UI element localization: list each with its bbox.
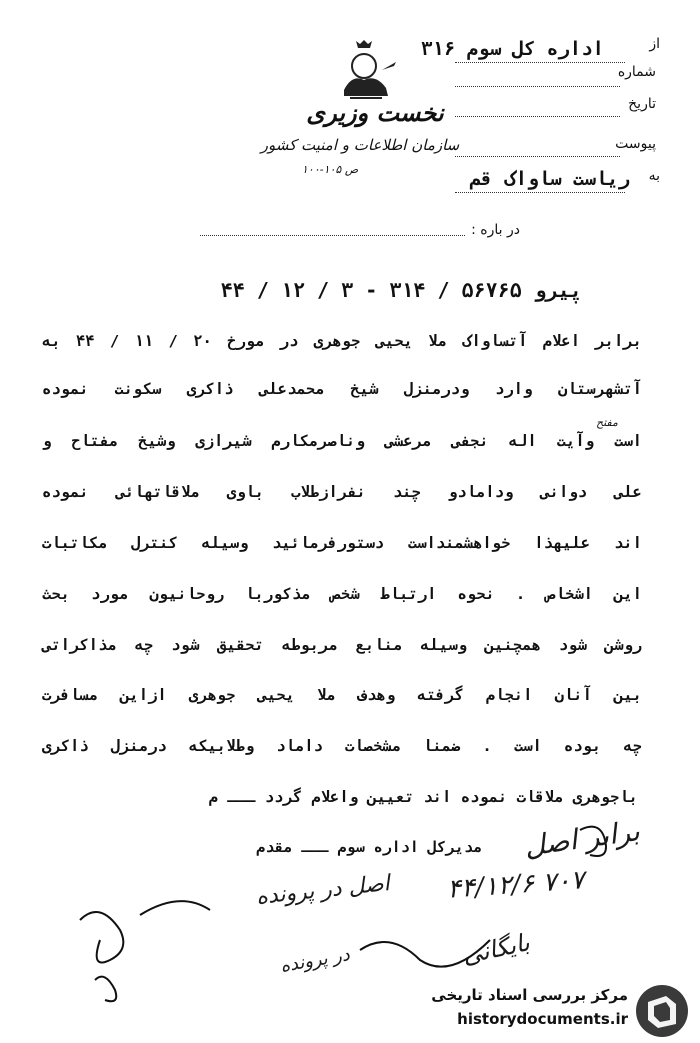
handwritten-note: ۴۴/۱۲/۶ ۷۰۷ (446, 865, 586, 905)
body-line: اند علیهذا خواهشمنداست دستورفرمائید وسیله کنترل مکاتبات (42, 534, 642, 552)
lion-and-sun-emblem-icon (330, 40, 402, 102)
organization-name: سازمان اطلاعات و امنیت کشور (260, 136, 460, 154)
form-code: ص ۱۰۵-۱۰۰ (301, 163, 359, 176)
attachment-dotted-line (455, 156, 620, 157)
body-line: بین آنان انجام گرفته وهدف ملا یحیی جوهری ازاین مسافرت (42, 686, 642, 704)
body-line: باجوهری ملاقات نموده اند تعیین واعلام گردد ـــ م (208, 788, 638, 806)
body-line: روشن شود همچنین وسیله منابع مربوطه تحقیق شود چه مذاکراتی (42, 636, 642, 654)
date-dotted-line (455, 116, 620, 117)
handwritten-note: برابر اصل (522, 814, 642, 863)
signature-title: مدیرکل اداره سوم ـــ مقدم (256, 838, 482, 856)
handwritten-note: اصل در پرونده (255, 871, 391, 910)
reference-number: پیرو ۵۶۷۶۵ / ۳۱۴ - ۳ / ۱۲ / ۴۴ (220, 278, 582, 302)
body-line: علی دوانی ودامادو چند نفرازطلاب باوی ملاقاتهائی نموده (42, 483, 642, 501)
archive-logo-icon (632, 982, 692, 1040)
from-label: از (649, 36, 660, 52)
subject-label: در باره : (471, 222, 520, 238)
ministry-name: نخست وزیری (306, 98, 444, 127)
subject-dotted-line (200, 235, 465, 236)
to-dotted-line (455, 192, 625, 193)
handwritten-note: بایگانی (459, 928, 533, 970)
from-value: اداره کل سوم ۳۱۶ (420, 38, 604, 60)
body-line: چه بوده است . ضمنا مشخصات داماد وطلابیکه درمنزل ذاکری (42, 737, 642, 755)
watermark-persian: مرکز بررسی اسناد تاریخی (431, 986, 628, 1004)
body-line: است وآیت اله نجفی مرعشی وناصرمکارم شیرازی وشیخ مفتاح و (42, 432, 642, 450)
attachment-label: پیوست (615, 136, 656, 152)
from-dotted-line (455, 62, 625, 63)
number-dotted-line (455, 86, 620, 87)
body-line: برابر اعلام آتساواک ملا یحیی جوهری در مورخ ۲۰ / ۱۱ / ۴۴ به (42, 332, 642, 350)
to-value: ریاست ساواک قم (469, 168, 630, 190)
handwritten-note: در پرونده (278, 944, 352, 977)
body-line: آتشهرستان وارد ودرمنزل شیخ محمدعلی ذاکری سکونت نموده (42, 380, 642, 398)
to-label: به (648, 168, 660, 184)
number-label: شماره (617, 64, 656, 80)
watermark-english: historydocuments.ir (457, 1010, 628, 1028)
date-label: تاریخ (628, 96, 656, 112)
body-line: این اشخاص . نحوه ارتباط شخص مذکوربا روحانیون مورد بحث (42, 585, 642, 603)
marginal-note: مفتح (596, 416, 618, 429)
